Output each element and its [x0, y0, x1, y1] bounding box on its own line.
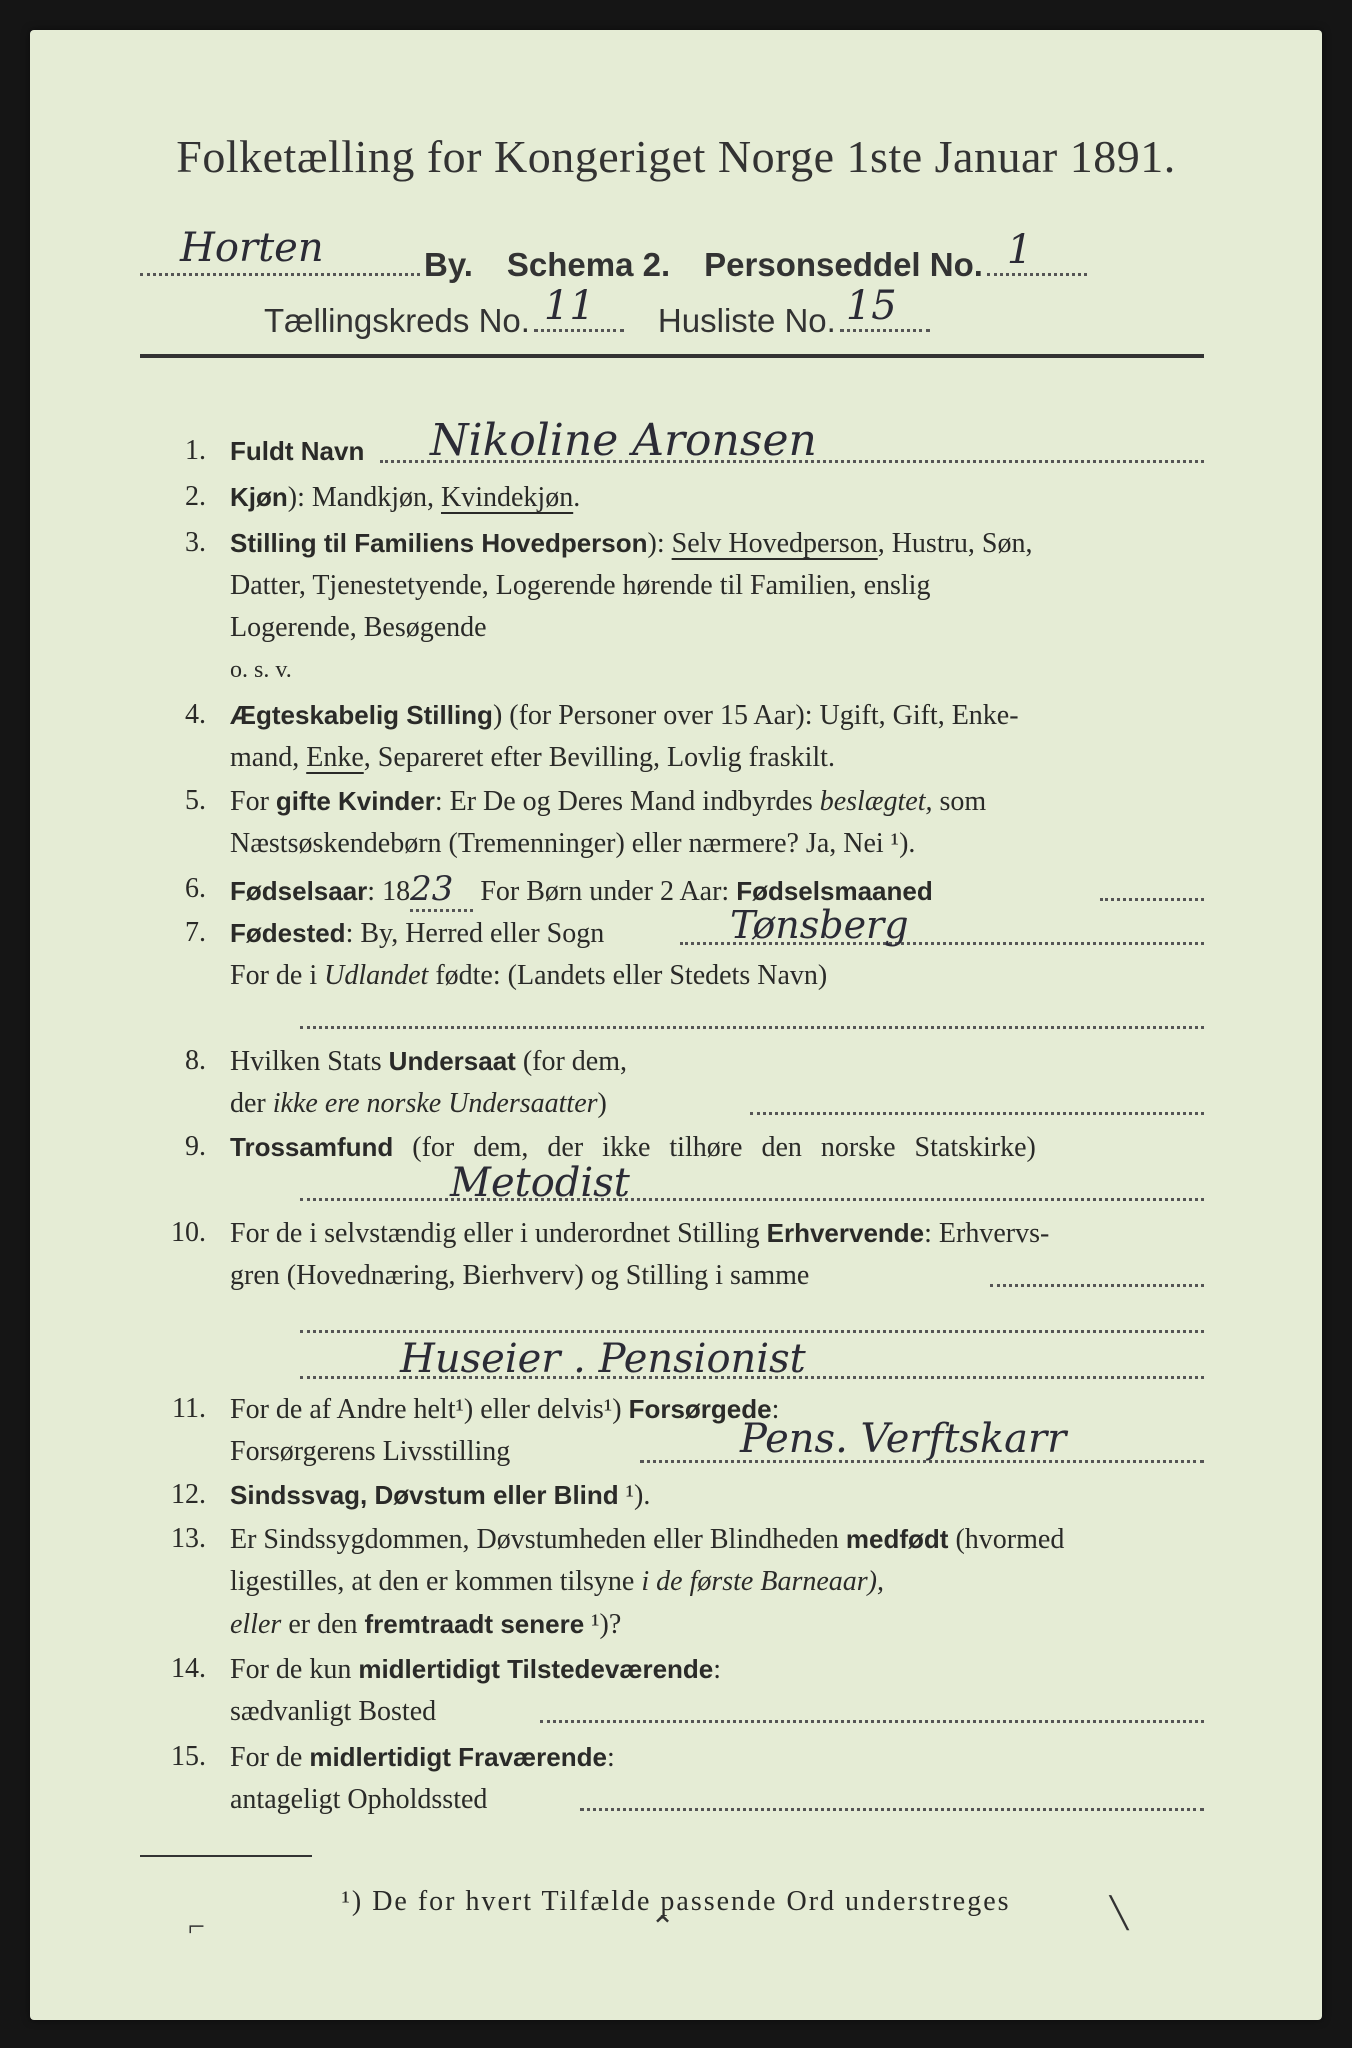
kreds-no: 11: [543, 283, 595, 329]
personseddel-label: Personseddel No.: [704, 246, 983, 283]
occupation-field-2: [300, 1330, 1204, 1333]
item-text: ¹)?: [584, 1609, 622, 1640]
item-line: sædvanligt Bosted: [230, 1696, 437, 1727]
item-number: 6.: [185, 873, 206, 904]
schema-label: Schema 2.: [506, 246, 671, 283]
item-text: Er Sindssygdommen, Døvstumheden eller Blindheden: [230, 1524, 846, 1555]
item-label: Fødested: [230, 918, 346, 948]
by-label: By.: [424, 246, 473, 283]
religion-field: [300, 1198, 1204, 1201]
item-text: For de i selvstændig eller i underordnet Stilling: [230, 1218, 767, 1249]
item-text: : 18: [367, 876, 411, 907]
item-line: o. s. v.: [230, 657, 292, 683]
item-label: Undersaat: [388, 1046, 516, 1076]
religion-value: Metodist: [450, 1160, 630, 1206]
occupation-field-1: [990, 1284, 1204, 1287]
item-label: midlertidigt Tilstedeværende: [358, 1654, 714, 1684]
item-text: ): Mandkjøn,: [287, 482, 441, 513]
item-number: 7.: [185, 917, 206, 948]
item-text: : By, Herred eller Sogn: [345, 918, 605, 949]
footnote-rule: [140, 1855, 312, 1857]
item-text: som: [932, 786, 987, 817]
underlined-choice: Enke: [306, 742, 364, 773]
item-number: 3.: [185, 527, 206, 558]
birth-year-value: 23: [410, 869, 473, 912]
residence-field: [540, 1720, 1204, 1723]
item-text: For Børn under 2 Aar:: [473, 876, 737, 907]
item-label: midlertidigt Fraværende: [309, 1742, 607, 1772]
name-value: Nikoline Aronsen: [430, 415, 817, 466]
item-italic: ikke ere norske Undersaatter: [272, 1088, 598, 1119]
item-line: Forsørgerens Livsstilling: [230, 1436, 511, 1467]
item-italic: eller: [230, 1609, 282, 1640]
item-label: Forsørgede: [628, 1394, 772, 1424]
item-text: ) (for Personer over 15 Aar): Ugift, Gift, Enke-: [492, 700, 1019, 731]
item-text: For de: [230, 1742, 310, 1773]
item-number: 13.: [171, 1523, 206, 1554]
underlined-choice: Kvindekjøn: [440, 482, 574, 513]
item-text: er den: [281, 1609, 365, 1640]
item-text: der: [230, 1088, 273, 1119]
item-text: :: [713, 1654, 722, 1685]
item-text: For de kun: [230, 1654, 359, 1685]
citizenship-field: [750, 1112, 1204, 1115]
item-text: For de af Andre helt¹) eller delvis¹): [230, 1394, 629, 1425]
item-text: For: [230, 786, 276, 817]
item-text: Hvilken Stats: [230, 1046, 389, 1077]
item-text: : Er De og Deres Mand indbyrdes: [434, 786, 820, 817]
item-label: medfødt: [845, 1524, 949, 1554]
item-number: 15.: [171, 1741, 206, 1772]
item-italic: Udlandet: [324, 960, 429, 991]
husliste-label: Husliste No.: [657, 302, 836, 339]
item-text: For de i: [230, 960, 325, 991]
item-text: .: [573, 482, 581, 513]
item-line: Næstsøskendebørn (Tremenninger) eller nærmere? Ja, Nei ¹).: [230, 828, 916, 859]
item-label: Trossamfund: [230, 1132, 394, 1162]
item-number: 8.: [185, 1045, 206, 1076]
form-title: Folketælling for Kongeriget Norge 1ste Januar 1891.: [176, 131, 1176, 182]
header-line-2: [264, 283, 1202, 340]
town-handwritten: Horten: [180, 225, 324, 271]
item-number: 10.: [171, 1217, 206, 1248]
item-line: gren (Hovednæring, Bierhverv) og Stilling i samme: [230, 1260, 810, 1291]
item-text: :: [606, 1742, 615, 1773]
item-label: Fødselsmaaned: [736, 876, 933, 906]
item-italic: beslægtet,: [819, 786, 933, 817]
underlined-choice: Selv Hovedperson: [671, 528, 878, 559]
footnote: ¹) De for hvert Tilfælde passende Ord understreges: [341, 1886, 1011, 1917]
item-label: Fødselsaar: [230, 876, 368, 906]
item-text: ligestilles, at den er kommen tilsyne: [230, 1566, 642, 1597]
kreds-field: [534, 283, 624, 332]
item-text: , Hustru, Søn,: [877, 528, 1033, 559]
provider-value: Pens. Verftskarr: [740, 1416, 1067, 1462]
husliste-field: [840, 283, 930, 332]
kreds-label: Tællingskreds No.: [264, 302, 530, 339]
husliste-no: 15: [845, 283, 897, 329]
census-form: [30, 30, 1322, 2020]
corner-mark-icon: ⌐: [188, 1910, 205, 1943]
item-label: Kjøn: [230, 482, 288, 512]
item-text: mand,: [230, 742, 307, 773]
item-number: 11.: [172, 1393, 206, 1424]
item-label: Stilling til Familiens Hovedperson: [230, 528, 648, 558]
item-line: Datter, Tjenestetyende, Logerende hørende til Familien, enslig: [230, 570, 931, 601]
header-line-1: [140, 225, 1208, 284]
item-number: 12.: [171, 1479, 206, 1510]
birthplace-value: Tønsberg: [730, 903, 909, 947]
item-label: Ægteskabelig Stilling: [230, 700, 493, 730]
item-text: ¹).: [618, 1480, 651, 1511]
item-line: Logerende, Besøgende: [230, 612, 487, 643]
item-text: (for dem, der ikke tilhøre den norske Statskirke): [393, 1132, 1036, 1163]
item-text: (for dem,: [515, 1046, 628, 1077]
personseddel-no: 1: [1006, 227, 1033, 273]
item-number: 5.: [185, 785, 206, 816]
item-label: gifte Kvinder: [275, 786, 435, 816]
item-text: ): [597, 1088, 607, 1119]
corner-mark-icon: ⌃: [650, 1911, 676, 1944]
item-line: antageligt Opholdssted: [230, 1784, 488, 1815]
whereabouts-field: [580, 1808, 1204, 1811]
birth-month-field: [1100, 898, 1204, 901]
occupation-value: Huseier . Pensionist: [400, 1336, 806, 1382]
header-rule: [140, 354, 1204, 358]
item-italic: i de første Barneaar),: [641, 1566, 884, 1597]
item-number: 14.: [171, 1653, 206, 1684]
item-text: fødte: (Landets eller Stedets Navn): [428, 960, 828, 991]
town-field: [140, 225, 420, 276]
item-text: ):: [647, 528, 672, 559]
item-label: Sindssvag, Døvstum eller Blind: [230, 1480, 619, 1510]
personseddel-field: [987, 227, 1087, 276]
item-text: (hvormed: [948, 1524, 1065, 1555]
foreign-birthplace-field: [300, 1026, 1204, 1029]
item-label: Fuldt Navn: [230, 436, 365, 466]
item-number: 2.: [185, 481, 206, 512]
item-label: fremtraadt senere: [364, 1609, 585, 1639]
item-text: : Erhvervs-: [924, 1218, 1050, 1249]
item-number: 9.: [185, 1131, 206, 1162]
item-text: , Separeret efter Bevilling, Lovlig fraskilt.: [363, 742, 835, 773]
item-number: 1.: [185, 435, 206, 466]
item-text: :: [771, 1394, 780, 1425]
item-number: 4.: [185, 699, 206, 730]
item-label: Erhvervende: [766, 1218, 925, 1248]
corner-mark-icon: ╲: [1110, 1897, 1129, 1930]
